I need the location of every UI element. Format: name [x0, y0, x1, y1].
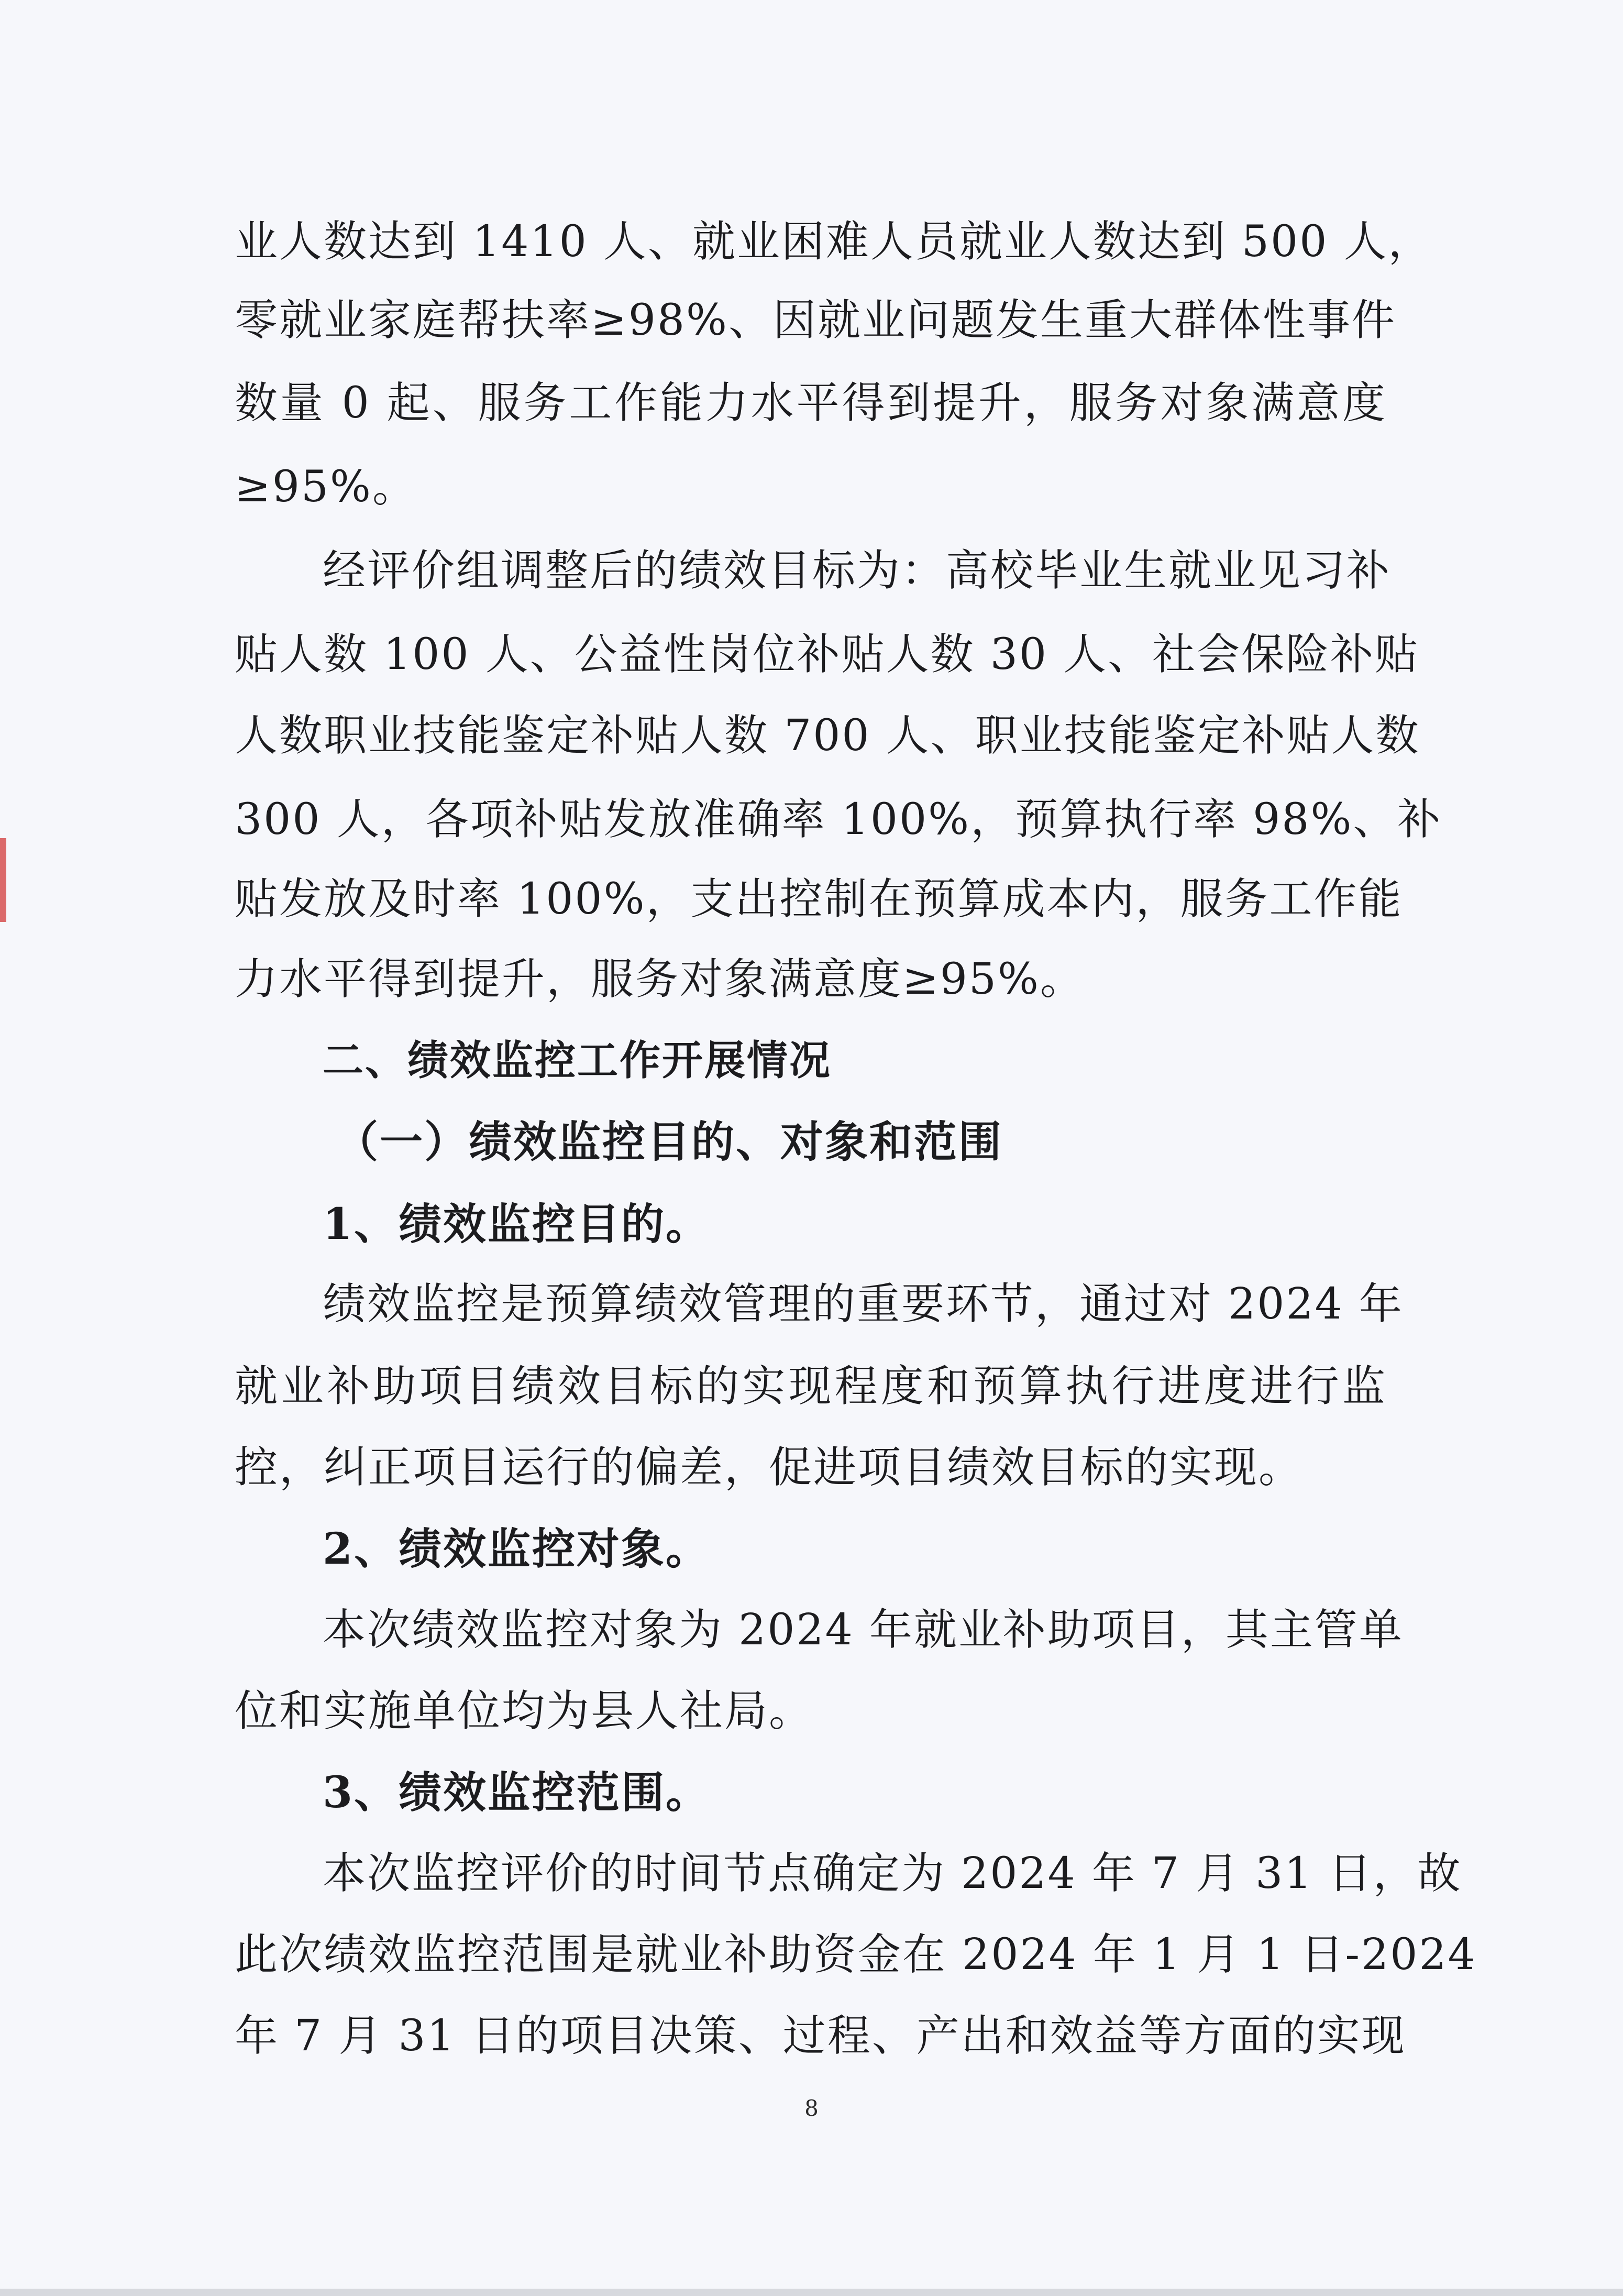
- section-heading: 二、绩效监控工作开展情况: [323, 1037, 832, 1084]
- body-line: 绩效监控是预算绩效管理的重要环节，通过对 2024 年: [323, 1279, 1404, 1329]
- body-line: 业人数达到 1410 人、就业困难人员就业人数达到 500 人，: [235, 217, 1433, 267]
- item-heading: 3、绩效监控范围。: [323, 1767, 711, 1818]
- body-line: 本次绩效监控对象为 2024 年就业补助项目，其主管单: [323, 1605, 1404, 1655]
- body-line: 300 人，各项补贴发放准确率 100%，预算执行率 98%、补: [235, 795, 1442, 844]
- body-line: 本次监控评价的时间节点确定为 2024 年 7 月 31 日，故: [323, 1849, 1462, 1898]
- subsection-heading: （一）绩效监控目的、对象和范围: [335, 1117, 1003, 1167]
- scan-bottom-edge: [0, 2289, 1623, 2296]
- item-heading: 1、绩效监控目的。: [323, 1199, 711, 1249]
- body-line: 经评价组调整后的绩效目标为：高校毕业生就业见习补: [323, 546, 1392, 596]
- body-line: 就业补助项目绩效目标的实现程度和预算执行进度进行监: [235, 1361, 1387, 1411]
- item-heading: 2、绩效监控对象。: [323, 1524, 711, 1574]
- body-line: 零就业家庭帮扶率≥98%、因就业问题发生重大群体性事件: [235, 295, 1396, 345]
- body-line: 贴人数 100 人、公益性岗位补贴人数 30 人、社会保险补贴: [235, 630, 1420, 679]
- seal-edge-mark: [0, 838, 6, 922]
- body-line: 贴发放及时率 100%，支出控制在预算成本内，服务工作能: [235, 874, 1403, 924]
- body-line: 力水平得到提升，服务对象满意度≥95%。: [235, 954, 1085, 1004]
- body-line: 位和实施单位均为县人社局。: [235, 1686, 814, 1736]
- body-line: 此次绩效监控范围是就业补助资金在 2024 年 1 月 1 日-2024: [235, 1930, 1477, 1980]
- body-line: 人数职业技能鉴定补贴人数 700 人、职业技能鉴定补贴人数: [235, 711, 1420, 761]
- page-number: 8: [804, 2095, 819, 2121]
- body-line: 控，纠正项目运行的偏差，促进项目绩效目标的实现。: [235, 1443, 1304, 1492]
- body-line: ≥95%。: [235, 462, 417, 512]
- body-line: 数量 0 起、服务工作能力水平得到提升，服务对象满意度: [235, 378, 1387, 428]
- body-line: 年 7 月 31 日的项目决策、过程、产出和效益等方面的实现: [235, 2011, 1406, 2061]
